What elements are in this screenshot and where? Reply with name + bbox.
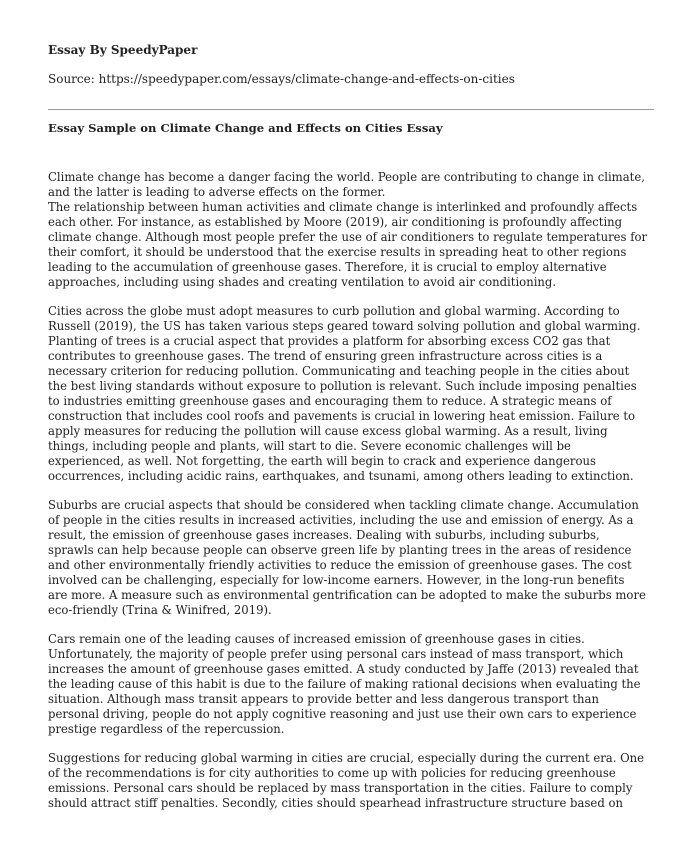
essay-paragraph: [48, 304, 654, 484]
paragraph-line: construction that includes cool roofs and pavements is crucial in lowering heat emission. Failure to: [48, 409, 636, 423]
paragraph-line: their comfort, it should be understood that the exercise results in spreading heat to other regions: [48, 245, 627, 259]
paragraph-line: each other. For instance, as established by Moore (2019), air conditioning is profoundly affecting: [48, 215, 623, 229]
paragraph-line: Planting of trees is a crucial aspect that provides a platform for absorbing excess CO2 gas that: [48, 334, 611, 348]
paragraph-line: contributes to greenhouse gases. The trend of ensuring green infrastructure across cities is a: [48, 349, 603, 363]
paragraph-line: The relationship between human activities and climate change is interlinked and profoundly affects: [48, 200, 638, 214]
paragraph-line: Climate change has become a danger facing the world. People are contributing to change in climate,: [48, 170, 645, 184]
paragraph-line: the best living standards without exposure to pollution is relevant. Such include imposing penalties: [48, 379, 637, 393]
paragraph-line: Unfortunately, the majority of people prefer using personal cars instead of mass transport, which: [48, 647, 624, 661]
paragraph-line: result, the emission of greenhouse gases increases. Dealing with suburbs, including suburbs,: [48, 528, 600, 542]
paragraph-line: Russell (2019), the US has taken various steps geared toward solving pollution and global warming.: [48, 319, 641, 333]
paragraph-line: experienced, as well. Not forgetting, the earth will begin to crack and experience dangerous: [48, 454, 596, 468]
paragraph-line: situation. Although mass transit appears to provide better and less dangerous transport than: [48, 692, 599, 706]
essay-title: Essay Sample on Climate Change and Effects on Cities Essay: [48, 121, 443, 135]
paragraph-line: Suggestions for reducing global warming in cities are crucial, especially during the current era. One: [48, 751, 645, 765]
essay-paragraph: [48, 751, 654, 811]
paragraph-line: are more. A measure such as environmental gentrification can be adopted to make the suburbs more: [48, 588, 646, 602]
paragraph-line: emissions. Personal cars should be replaced by mass transportation in the cities. Failure to comply: [48, 781, 633, 795]
paragraph-line: apply measures for reducing the pollution will cause excess global warming. As a result, living: [48, 424, 608, 438]
paragraph-line: to industries emitting greenhouse gases and encouraging them to reduce. A strategic means of: [48, 394, 612, 408]
paragraph-line: occurrences, including acidic rains, earthquakes, and tsunami, among others leading to extinction.: [48, 469, 634, 483]
paragraph-line: things, including people and plants, will start to die. Severe economic challenges will be: [48, 439, 571, 453]
paragraph-line: climate change. Although most people prefer the use of air conditioners to regulate temperatures for: [48, 230, 648, 244]
paragraph-line: leading to the accumulation of greenhouse gases. Therefore, it is crucial to employ alternative: [48, 260, 607, 274]
paragraph-line: and other environmentally friendly activities to reduce the emission of greenhouse gases. The cost: [48, 558, 632, 572]
paragraph-line: should attract stiff penalties. Secondly, cities should spearhead infrastructure structure based on: [48, 796, 623, 810]
essay-paragraph: [48, 170, 654, 290]
paragraph-line: increases the amount of greenhouse gases emitted. A study conducted by Jaffe (2013) revealed that: [48, 662, 639, 676]
essay-paragraph: [48, 498, 654, 618]
paragraph-line: Cities across the globe must adopt measures to curb pollution and global warming. According to: [48, 304, 620, 318]
paragraph-line: approaches, including using shades and creating ventilation to avoid air conditioning.: [48, 275, 557, 289]
paragraph-line: prestige regardless of the repercussion.: [48, 722, 285, 736]
essay-paragraph: [48, 632, 654, 737]
paragraph-line: personal driving, people do not apply cognitive reasoning and just use their own cars to experience: [48, 707, 637, 721]
paragraph-line: and the latter is leading to adverse effects on the former.: [48, 185, 386, 199]
paragraph-line: sprawls can help because people can observe green life by planting trees in the areas of residence: [48, 543, 632, 557]
paragraph-line: of people in the cities results in increased activities, including the use and emission of energy. As a: [48, 513, 634, 527]
paragraph-line: Suburbs are crucial aspects that should be considered when tackling climate change. Accumulation: [48, 498, 639, 512]
paragraph-line: of the recommendations is for city authorities to come up with policies for reducing greenhouse: [48, 766, 616, 780]
paragraph-line: eco-friendly (Trina & Winifred, 2019).: [48, 603, 272, 617]
paragraph-line: involved can be challenging, especially for low-income earners. However, in the long-run benefits: [48, 573, 625, 587]
brand-heading: Essay By SpeedyPaper: [48, 43, 198, 57]
source-line: Source: https://speedypaper.com/essays/climate-change-and-effects-on-cities: [48, 72, 515, 86]
header-divider: [48, 109, 654, 110]
paragraph-line: the leading cause of this habit is due to the failure of making rational decisions when evaluating the: [48, 677, 641, 691]
paragraph-line: Cars remain one of the leading causes of increased emission of greenhouse gases in cities.: [48, 632, 585, 646]
essay-body: [48, 170, 654, 825]
paragraph-line: necessary criterion for reducing pollution. Communicating and teaching people in the cities about: [48, 364, 630, 378]
